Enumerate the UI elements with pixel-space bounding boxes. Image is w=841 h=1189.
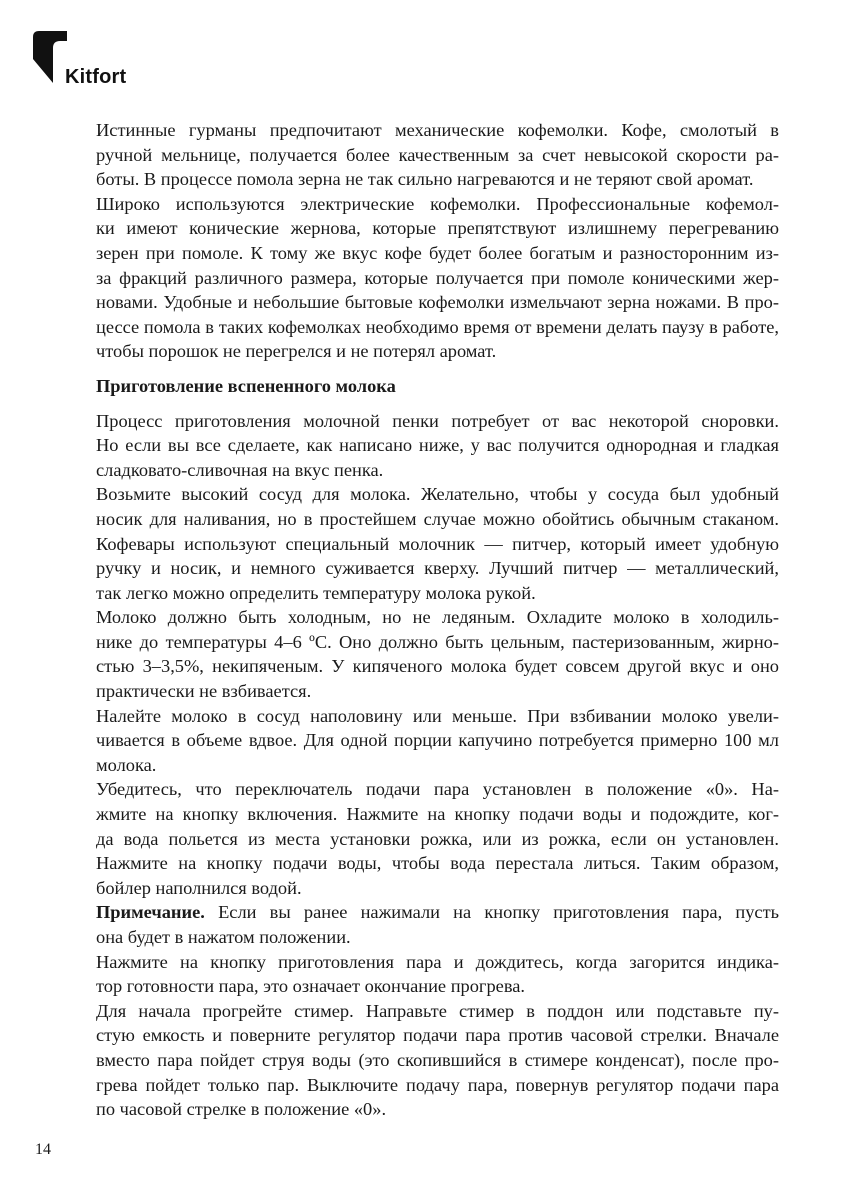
text-line: бойлер наполнился водой. bbox=[96, 877, 302, 898]
text-line: она будет в нажатом положении. bbox=[96, 927, 351, 947]
text-line: тор готовности пара, это означает окончание прогрева. bbox=[96, 976, 526, 997]
text-line: по часовой стрелке в положение «0». bbox=[96, 1099, 387, 1120]
text-line: молока. bbox=[96, 754, 157, 775]
note-first-line-text: Если вы ранее нажимали на кнопку приготовления пара, пусть bbox=[204, 902, 779, 923]
paragraph bbox=[64, 704, 779, 778]
text-line: сладковато-сливочная на вкус пенка. bbox=[96, 459, 384, 480]
text-line: носик для наливания, но в простейшем случае можно обойтись обычным стаканом. bbox=[96, 508, 779, 529]
text-line: Процесс приготовления молочной пенки потребует от вас некоторой сноровки. bbox=[96, 410, 779, 431]
page-content bbox=[64, 118, 779, 1122]
text-line: Налейте молоко в сосуд наполовину или меньше. При взбивании молоко увели- bbox=[96, 705, 779, 726]
paragraph bbox=[64, 482, 779, 605]
paragraph bbox=[64, 409, 779, 483]
text-line: практически не взбивается. bbox=[96, 681, 312, 702]
text-line: Но если вы все сделаете, как написано ниже, у вас получится однородная и гладкая bbox=[96, 435, 779, 456]
text-line: вместо пара пойдет струя воды (это скопившийся в стимере конденсат), после про- bbox=[96, 1049, 779, 1070]
text-line: ручной мельнице, получается более качественным за счет невысокой скорости ра- bbox=[96, 144, 779, 165]
text-line: чивается в объеме вдвое. Для одной порции капучино потребуется примерно 100 мл bbox=[96, 730, 779, 751]
text-line: так легко можно определить температуру молока рукой. bbox=[96, 582, 536, 603]
text-line: Нажмите на кнопку приготовления пара и дождитесь, когда загорится индика- bbox=[96, 951, 779, 972]
text-line: Широко используются электрические кофемолки. Профессиональные кофемол- bbox=[96, 193, 779, 214]
intro-section bbox=[64, 118, 779, 364]
text-line: цессе помола в таких кофемолках необходимо время от времени делать паузу в работе, bbox=[96, 316, 779, 337]
text-line: Для начала прогрейте стимер. Направьте стимер в поддон или подставьте пу- bbox=[96, 1000, 779, 1021]
text-line: жмите на кнопку включения. Нажмите на кнопку подачи воды и подождите, ког- bbox=[96, 804, 779, 825]
paragraph bbox=[64, 192, 779, 364]
page-number: 14 bbox=[35, 1141, 51, 1158]
text-line: грева пойдет только пар. Выключите подачу пара, повернув регулятор подачи пара bbox=[96, 1074, 779, 1095]
text-line: боты. В процессе помола зерна не так сильно нагреваются и не теряют свой аромат. bbox=[96, 169, 754, 190]
text-line: чтобы порошок не перегрелся и не потерял аромат. bbox=[96, 341, 497, 362]
section-heading: Приготовление вспененного молока bbox=[96, 375, 396, 396]
text-line: за фракций различного размера, которые получается при помоле коническими жер- bbox=[96, 267, 779, 288]
steam-section bbox=[64, 950, 779, 1122]
paragraph bbox=[64, 999, 779, 1122]
note-first-line bbox=[64, 900, 779, 925]
milk-section bbox=[64, 409, 779, 901]
text-line: Молоко должно быть холодным, но не ледяным. Охладите молоко в холодиль- bbox=[96, 607, 779, 628]
text-line: стью 3–3,5%, некипяченым. У кипяченого молока будет совсем другой вкус и оно bbox=[96, 656, 779, 677]
brand-logo bbox=[33, 31, 153, 87]
text-line: новами. Удобные и небольшие бытовые кофемолки измельчают зерна ножами. В про- bbox=[96, 292, 779, 313]
text-line: ки имеют конические жернова, которые препятствуют излишнему перегреванию bbox=[96, 218, 779, 239]
text-line: Истинные гурманы предпочитают механические кофемолки. Кофе, смолотый в bbox=[96, 120, 779, 140]
text-line: зерен при помоле. К тому же вкус кофе будет более богатым и разносторонним из- bbox=[96, 242, 779, 263]
paragraph bbox=[64, 950, 779, 999]
text-line: да вода польется из места установки рожка, или из рожка, если он установлен. bbox=[96, 828, 779, 849]
paragraph bbox=[64, 118, 779, 192]
text-line: Нажмите на кнопку подачи воды, чтобы вода перестала литься. Таким образом, bbox=[96, 853, 779, 874]
text-line: Возьмите высокий сосуд для молока. Желательно, чтобы у сосуда был удобный bbox=[96, 484, 779, 505]
text-line: ручку и носик, и немного суживается кверху. Лучший питчер — металлический, bbox=[96, 558, 779, 579]
note-label: Примечание. bbox=[96, 902, 205, 923]
paragraph bbox=[64, 777, 779, 900]
note-paragraph bbox=[64, 900, 779, 949]
text-line: нике до температуры 4–6 ºС. Оно должно быть цельным, пастеризованным, жирно- bbox=[96, 631, 779, 652]
text-line: Кофевары используют специальный молочник — питчер, который имеет удобную bbox=[96, 533, 779, 554]
paragraph bbox=[64, 605, 779, 703]
brand-name: Kitfort bbox=[65, 66, 127, 88]
text-line: Убедитесь, что переключатель подачи пара установлен в положение «0». На- bbox=[96, 779, 779, 800]
text-line: стую емкость и поверните регулятор подачи пара против часовой стрелки. Вначале bbox=[96, 1025, 779, 1046]
